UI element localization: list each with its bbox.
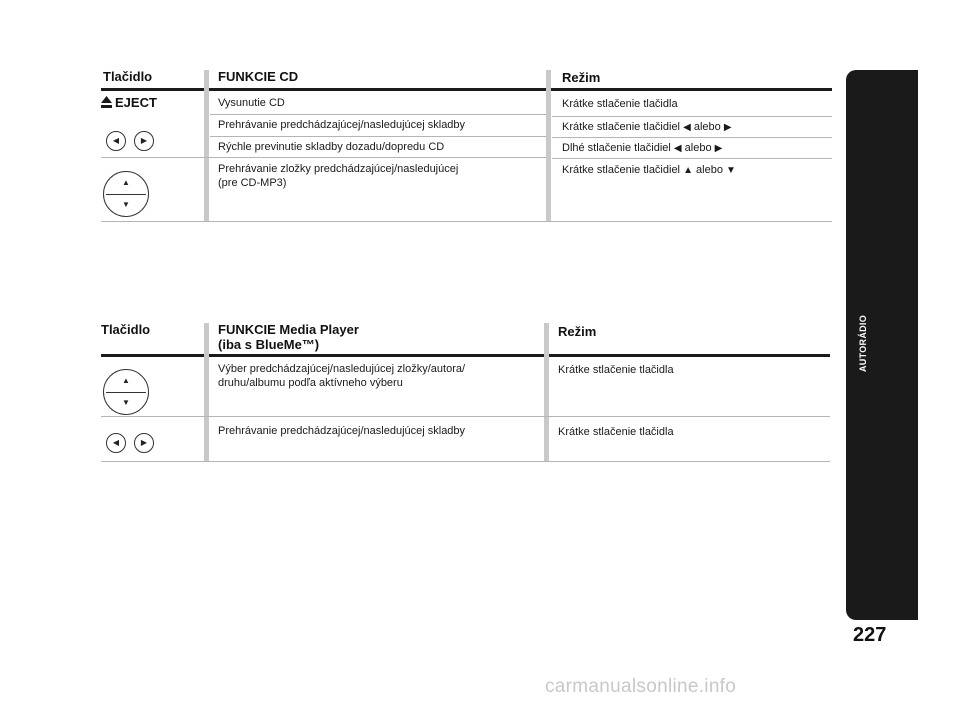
table1-row3-function: Rýchle previnutie skladby dozadu/dopredu CD [218, 141, 445, 153]
table2-header-rule [101, 354, 830, 357]
table1-row3-rule [101, 157, 546, 158]
table1-row1-rule-right [552, 116, 832, 117]
table1-header-mode: Režim [562, 70, 601, 85]
table1-header-rule [101, 88, 832, 91]
table2-bottom-rule [101, 461, 830, 462]
table1-row3-rule-right [552, 158, 832, 159]
up-arrow-icon: ▲ [122, 178, 130, 187]
table1-row4-mode: Krátke stlačenie tlačidiel ▲ alebo ▼ [562, 164, 736, 176]
left-button-icon: ◀ [106, 433, 126, 453]
right-arrow-icon: ▶ [714, 143, 723, 154]
table2-divider-right [544, 323, 549, 462]
table1-row1-function: Vysunutie CD [218, 97, 285, 109]
page-number: 227 [853, 624, 887, 646]
down-arrow-icon: ▼ [122, 200, 130, 209]
table1-divider-right [546, 70, 551, 221]
up-arrow-icon: ▲ [683, 165, 693, 176]
table1-header-functions: FUNKCIE CD [218, 69, 299, 84]
table2-divider-left [204, 323, 209, 462]
table1-row4-function: Prehrávanie zložky predchádzajúcej/nasledujúcej (pre CD-MP3) [218, 163, 459, 189]
left-arrow-icon: ◀ [673, 143, 682, 154]
table2-header-mode: Režim [558, 324, 597, 339]
section-tab [846, 70, 918, 620]
left-button-icon: ◀ [106, 131, 126, 151]
right-button-icon: ▶ [134, 433, 154, 453]
table1-row2-rule [210, 136, 546, 137]
table2-row1-function: Výber predchádzajúcej/nasledujúcej zložky/autora/ druhu/albumu podľa aktívneho výberu [218, 363, 466, 389]
up-down-button-icon [103, 171, 149, 217]
table2-row2-function: Prehrávanie predchádzajúcej/nasledujúcej skladby [218, 425, 466, 437]
table1-row1-mode: Krátke stlačenie tlačidla [562, 98, 678, 110]
right-arrow-icon: ▶ [723, 122, 732, 133]
down-arrow-icon: ▼ [726, 165, 736, 176]
table2-header-functions: FUNKCIE Media Player (iba s BlueMe™) [218, 322, 359, 352]
up-down-button-icon [103, 369, 149, 415]
eject-icon [101, 96, 112, 111]
table1-row2-function: Prehrávanie predchádzajúcej/nasledujúcej skladby [218, 119, 466, 131]
eject-button-label: EJECT [101, 95, 157, 111]
table1-header-button: Tlačidlo [103, 69, 153, 84]
left-arrow-icon: ◀ [683, 122, 691, 133]
table1-divider-left [204, 70, 209, 221]
table2-row2-mode: Krátke stlačenie tlačidla [558, 426, 674, 438]
table1-row2-mode: Krátke stlačenie tlačidiel ◀ alebo ▶ [562, 121, 732, 133]
watermark: carmanualsonline.info [545, 676, 737, 697]
table1-row2-rule-right [552, 137, 832, 138]
section-tab-label: AUTORÁDIO [858, 314, 868, 372]
up-arrow-icon: ▲ [122, 376, 130, 385]
table2-header-button: Tlačidlo [101, 322, 151, 337]
right-button-icon: ▶ [134, 131, 154, 151]
down-arrow-icon: ▼ [122, 398, 130, 407]
table2-row1-mode: Krátke stlačenie tlačidla [558, 364, 674, 376]
table1-bottom-rule [101, 221, 832, 222]
table1-row1-rule [210, 114, 546, 115]
table2-row1-rule [101, 416, 830, 417]
table1-row3-mode: Dlhé stlačenie tlačidiel ◀ alebo ▶ [562, 142, 723, 154]
